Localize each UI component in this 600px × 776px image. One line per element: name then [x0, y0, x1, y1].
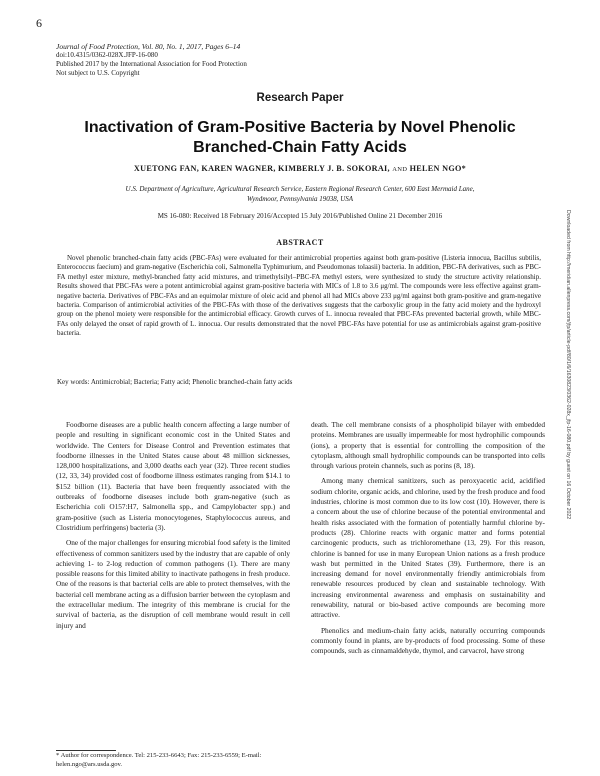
paper-title [40, 118, 560, 158]
abstract-body: Novel phenolic branched-chain fatty acids (PBC-FAs) were evaluated for their antimicrobial properties against both gram-positive (Listeria innocua, Bacillus subtilis, Enterococcus faecium) and gram-negative (Escherichia coli, Salmonella Typhimurium, and Pseudomonas tolaasii) bacteria. In addition, PBC-FA derivatives, such as PBC-FA methyl ester mixture, methyl-branched fatty acid mixtures, and trimethylsilyl–PBC-FA methyl esters, were synthesized to study the structure activity relationship. Results showed that PBC-FAs were a potent antimicrobial against gram-positive bacteria with MICs of 1.8 to 3.6 μg/ml. The compounds were less effective against gram-negative bacteria. Derivatives of PBC-FAs and an equimolar mixture of oleic acid and phenol all had MICs above 233 μg/ml against both gram-positive and gram-negative bacteria. Comparison of antimicrobial activities of the PBC-FAs with those of the derivatives suggests that the carboxylic group in the fatty acid moiety and the hydroxyl group on the phenol moiety were responsible for the antimicrobial efficacy. Growth curves of L. innocua revealed that PBC-FAs prevented bacterial growth, while MBC-FAs only delayed the onset of rapid growth of L. innocua. Our results demonstrated that the novel PBC-FAs have potential for use as antimicrobials against gram-positive bacteria. [57, 254, 541, 338]
left-column [56, 420, 290, 636]
paper-title-line-2: Branched-Chain Fatty Acids [193, 139, 407, 156]
affiliation-line-2: Wyndmoor, Pennsylvania 19038, USA [246, 195, 354, 203]
authors [0, 164, 600, 173]
body-paragraph: Among many chemical sanitizers, such as peroxyacetic acid, acidified sodium chlorite, organic acids, and chlorine, used by the fresh produce and food industries, chlorine is most common due to its low cost (10). However, there is a concern about the use of chlorine because of the potential environmental and health risks associated with the formation of potentially harmful chlorine by-products (28). Chlorine reacts with organic matter and forms potential carcinogenic products, such as trichloromethane (13, 29). For this reason, chlorine is banned for use in many European Union nations as a fresh produce wash but permitted in the United States (39). Furthermore, there is an increasing demand for novel environmentally friendly antimicrobials from renewable resources produced by clean and sustainable technology. With increasing environmental awareness and emphasis on sustainability and renewability, natural or bio-based active compounds are becoming more attractive. [311, 476, 545, 620]
journal-citation: Journal of Food Protection, Vol. 80, No. 1, 2017, Pages 6–14 [56, 42, 241, 51]
section-label: Research Paper [256, 92, 344, 104]
body-paragraph: One of the major challenges for ensuring microbial food safety is the limited effectiveness of common sanitizers used by the industry that are capable of only achieving 1- to 2-log reduction of common pathogens (1). There are many possible reasons for this limited ability to inactivate pathogens in fresh produce. One of the reasons is that bacterial cells are able to protect themselves, with the bacterial cell membrane acting as a diffusion barrier between the cytoplasm and the extracellular medium. The integrity of this membrane is crucial for the survival of bacteria, as the disruption of cell membrane would result in cell injury and [56, 538, 290, 630]
journal-meta [56, 42, 247, 78]
download-side-note [565, 210, 581, 640]
journal-doi: doi:10.4315/0362-028X.JFP-16-080 [56, 51, 158, 59]
authors-and: AND [392, 166, 408, 173]
journal-published: Published 2017 by the International Association for Food Protection [56, 60, 247, 68]
body-paragraph: Phenolics and medium-chain fatty acids, naturally occurring compounds commonly found in plants, are by-products of food processing. Some of these compounds, such as cinnamaldehyde, thymol, and carvacrol, have strong [311, 625, 545, 656]
right-column [311, 420, 545, 662]
page-number: 6 [36, 16, 42, 30]
body-paragraph: Foodborne diseases are a public health concern affecting a large number of people and resulting in significant economic cost in the United States and worldwide. The Centers for Disease Control and Prevention estimates that foodborne illnesses in the United States cause about 48 million sicknesses, 128,000 hospitalizations, and 3,000 deaths each year (32). Three recent studies (12, 33, 34) provided cost of foodborne illness estimates ranging from $14.1 to $152 billion (11). Bacteria that have been frequently associated with the outbreaks of foodborne diseases include both gram-negative (such as Escherichia coli O157:H7, Salmonella spp., and Campylobacter spp.) and gram-positive (such as Listeria monocytogenes, Staphylococcus aureus, and Clostridium perfringens) bacteria (3). [56, 420, 290, 532]
footnote-divider [56, 750, 116, 751]
affiliation-line-1: U.S. Department of Agriculture, Agricultural Research Service, Eastern Regional Research Center, 600 East Mermaid Lane, [125, 185, 475, 193]
body-paragraph: death. The cell membrane consists of a phospholipid bilayer with embedded proteins. Membranes are usually impermeable for most hydrophilic compounds (ions), a property that is essential for controlling the composition of the cytoplasm, although small hydrophilic compounds can be transported into cells through various protein channels, such as porins (8, 18). [311, 420, 545, 471]
manuscript-dates: MS 16-080: Received 18 February 2016/Accepted 15 July 2016/Published Online 21 December 2016 [157, 212, 443, 220]
paper-title-line-1: Inactivation of Gram-Positive Bacteria by Novel Phenolic [84, 119, 516, 136]
authors-main: XUETONG FAN, KAREN WAGNER, KIMBERLY J. B. SOKORAI, [133, 164, 390, 173]
affiliation [60, 184, 540, 204]
correspondence-footnote: * Author for correspondence. Tel: 215-233-6643; Fax: 215-233-6559; E-mail: helen.ngo@ars.usda.gov. [56, 752, 262, 768]
abstract-heading: ABSTRACT [276, 238, 324, 247]
keywords: Key words: Antimicrobial; Bacteria; Fatty acid; Phenolic branched-chain fatty acids [57, 378, 293, 386]
authors-last: HELEN NGO* [409, 164, 467, 173]
journal-copyright: Not subject to U.S. Copyright [56, 69, 140, 77]
download-side-note-text: Downloaded from http://meridian.allenpress.com/jfp/article-pdf/80/1/6/1630823/0362-028x_jfp-16-080.pdf by guest on 16 October 2022 [565, 210, 571, 520]
